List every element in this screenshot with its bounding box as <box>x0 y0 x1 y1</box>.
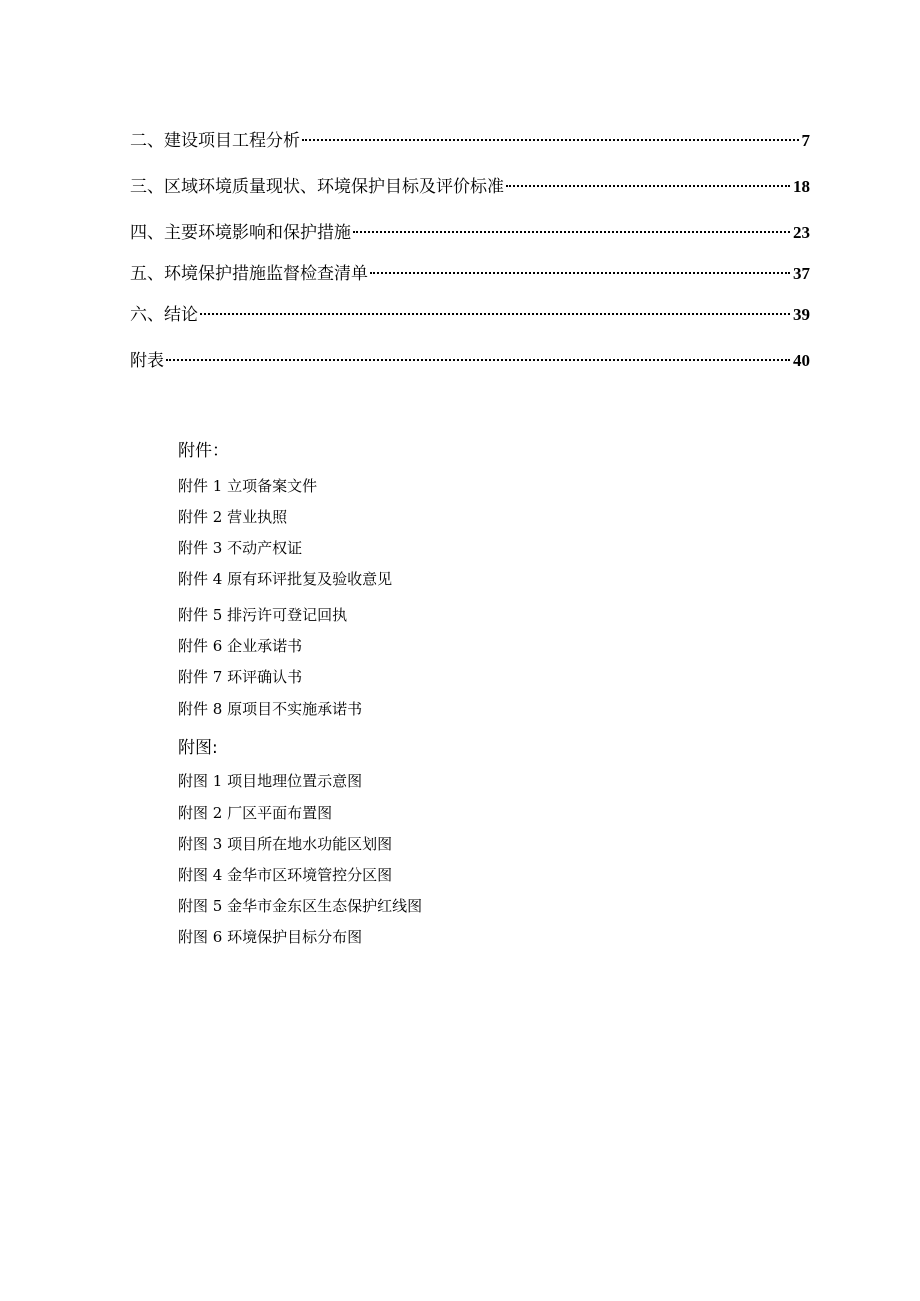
toc-entry-title: 四、主要环境影响和保护措施 <box>130 223 351 243</box>
toc-entry[interactable] <box>130 349 810 373</box>
attachment-item: 附件 1 立项备案文件 <box>178 477 318 495</box>
toc-entry-page: 40 <box>793 351 810 370</box>
toc-entry[interactable] <box>130 129 810 153</box>
attachment-item: 附件 4 原有环评批复及验收意见 <box>178 570 393 588</box>
attachment-item: 附件 7 环评确认书 <box>178 668 303 686</box>
attachments-heading: 附件： <box>178 441 229 461</box>
toc-entry-page: 37 <box>793 264 810 283</box>
toc-entry-page: 18 <box>793 177 810 196</box>
figure-item: 附图 1 项目地理位置示意图 <box>178 772 363 790</box>
attachment-item: 附件 6 企业承诺书 <box>178 637 303 655</box>
figure-item: 附图 6 环境保护目标分布图 <box>178 928 363 946</box>
toc-dot-leader <box>506 185 790 187</box>
figure-item: 附图 2 厂区平面布置图 <box>178 804 333 822</box>
attachment-item: 附件 8 原项目不实施承诺书 <box>178 700 363 718</box>
toc-entry[interactable] <box>130 175 810 199</box>
attachment-item: 附件 3 不动产权证 <box>178 539 303 557</box>
toc-entry-page: 39 <box>793 305 810 324</box>
toc-entry-page: 7 <box>801 131 810 150</box>
toc-entry-title: 附表 <box>130 351 164 371</box>
toc-entry-title: 二、建设项目工程分析 <box>130 131 300 151</box>
toc-dot-leader <box>302 139 799 141</box>
figure-item: 附图 3 项目所在地水功能区划图 <box>178 835 393 853</box>
toc-entry[interactable] <box>130 262 810 286</box>
toc-entry-title: 三、区域环境质量现状、环境保护目标及评价标准 <box>130 177 504 197</box>
figures-heading: 附图: <box>178 738 218 758</box>
toc-dot-leader <box>353 231 790 233</box>
toc-dot-leader <box>200 313 790 315</box>
toc-entry[interactable] <box>130 221 810 245</box>
attachment-item: 附件 5 排污许可登记回执 <box>178 606 348 624</box>
toc-entry[interactable] <box>130 303 810 327</box>
toc-entry-page: 23 <box>793 223 810 242</box>
toc-dot-leader <box>370 272 790 274</box>
attachment-item: 附件 2 营业执照 <box>178 508 288 526</box>
toc-dot-leader <box>166 359 790 361</box>
toc-entry-title: 五、环境保护措施监督检查清单 <box>130 264 368 284</box>
toc-entry-title: 六、结论 <box>130 305 198 325</box>
figure-item: 附图 4 金华市区环境管控分区图 <box>178 866 393 884</box>
figure-item: 附图 5 金华市金东区生态保护红线图 <box>178 897 423 915</box>
